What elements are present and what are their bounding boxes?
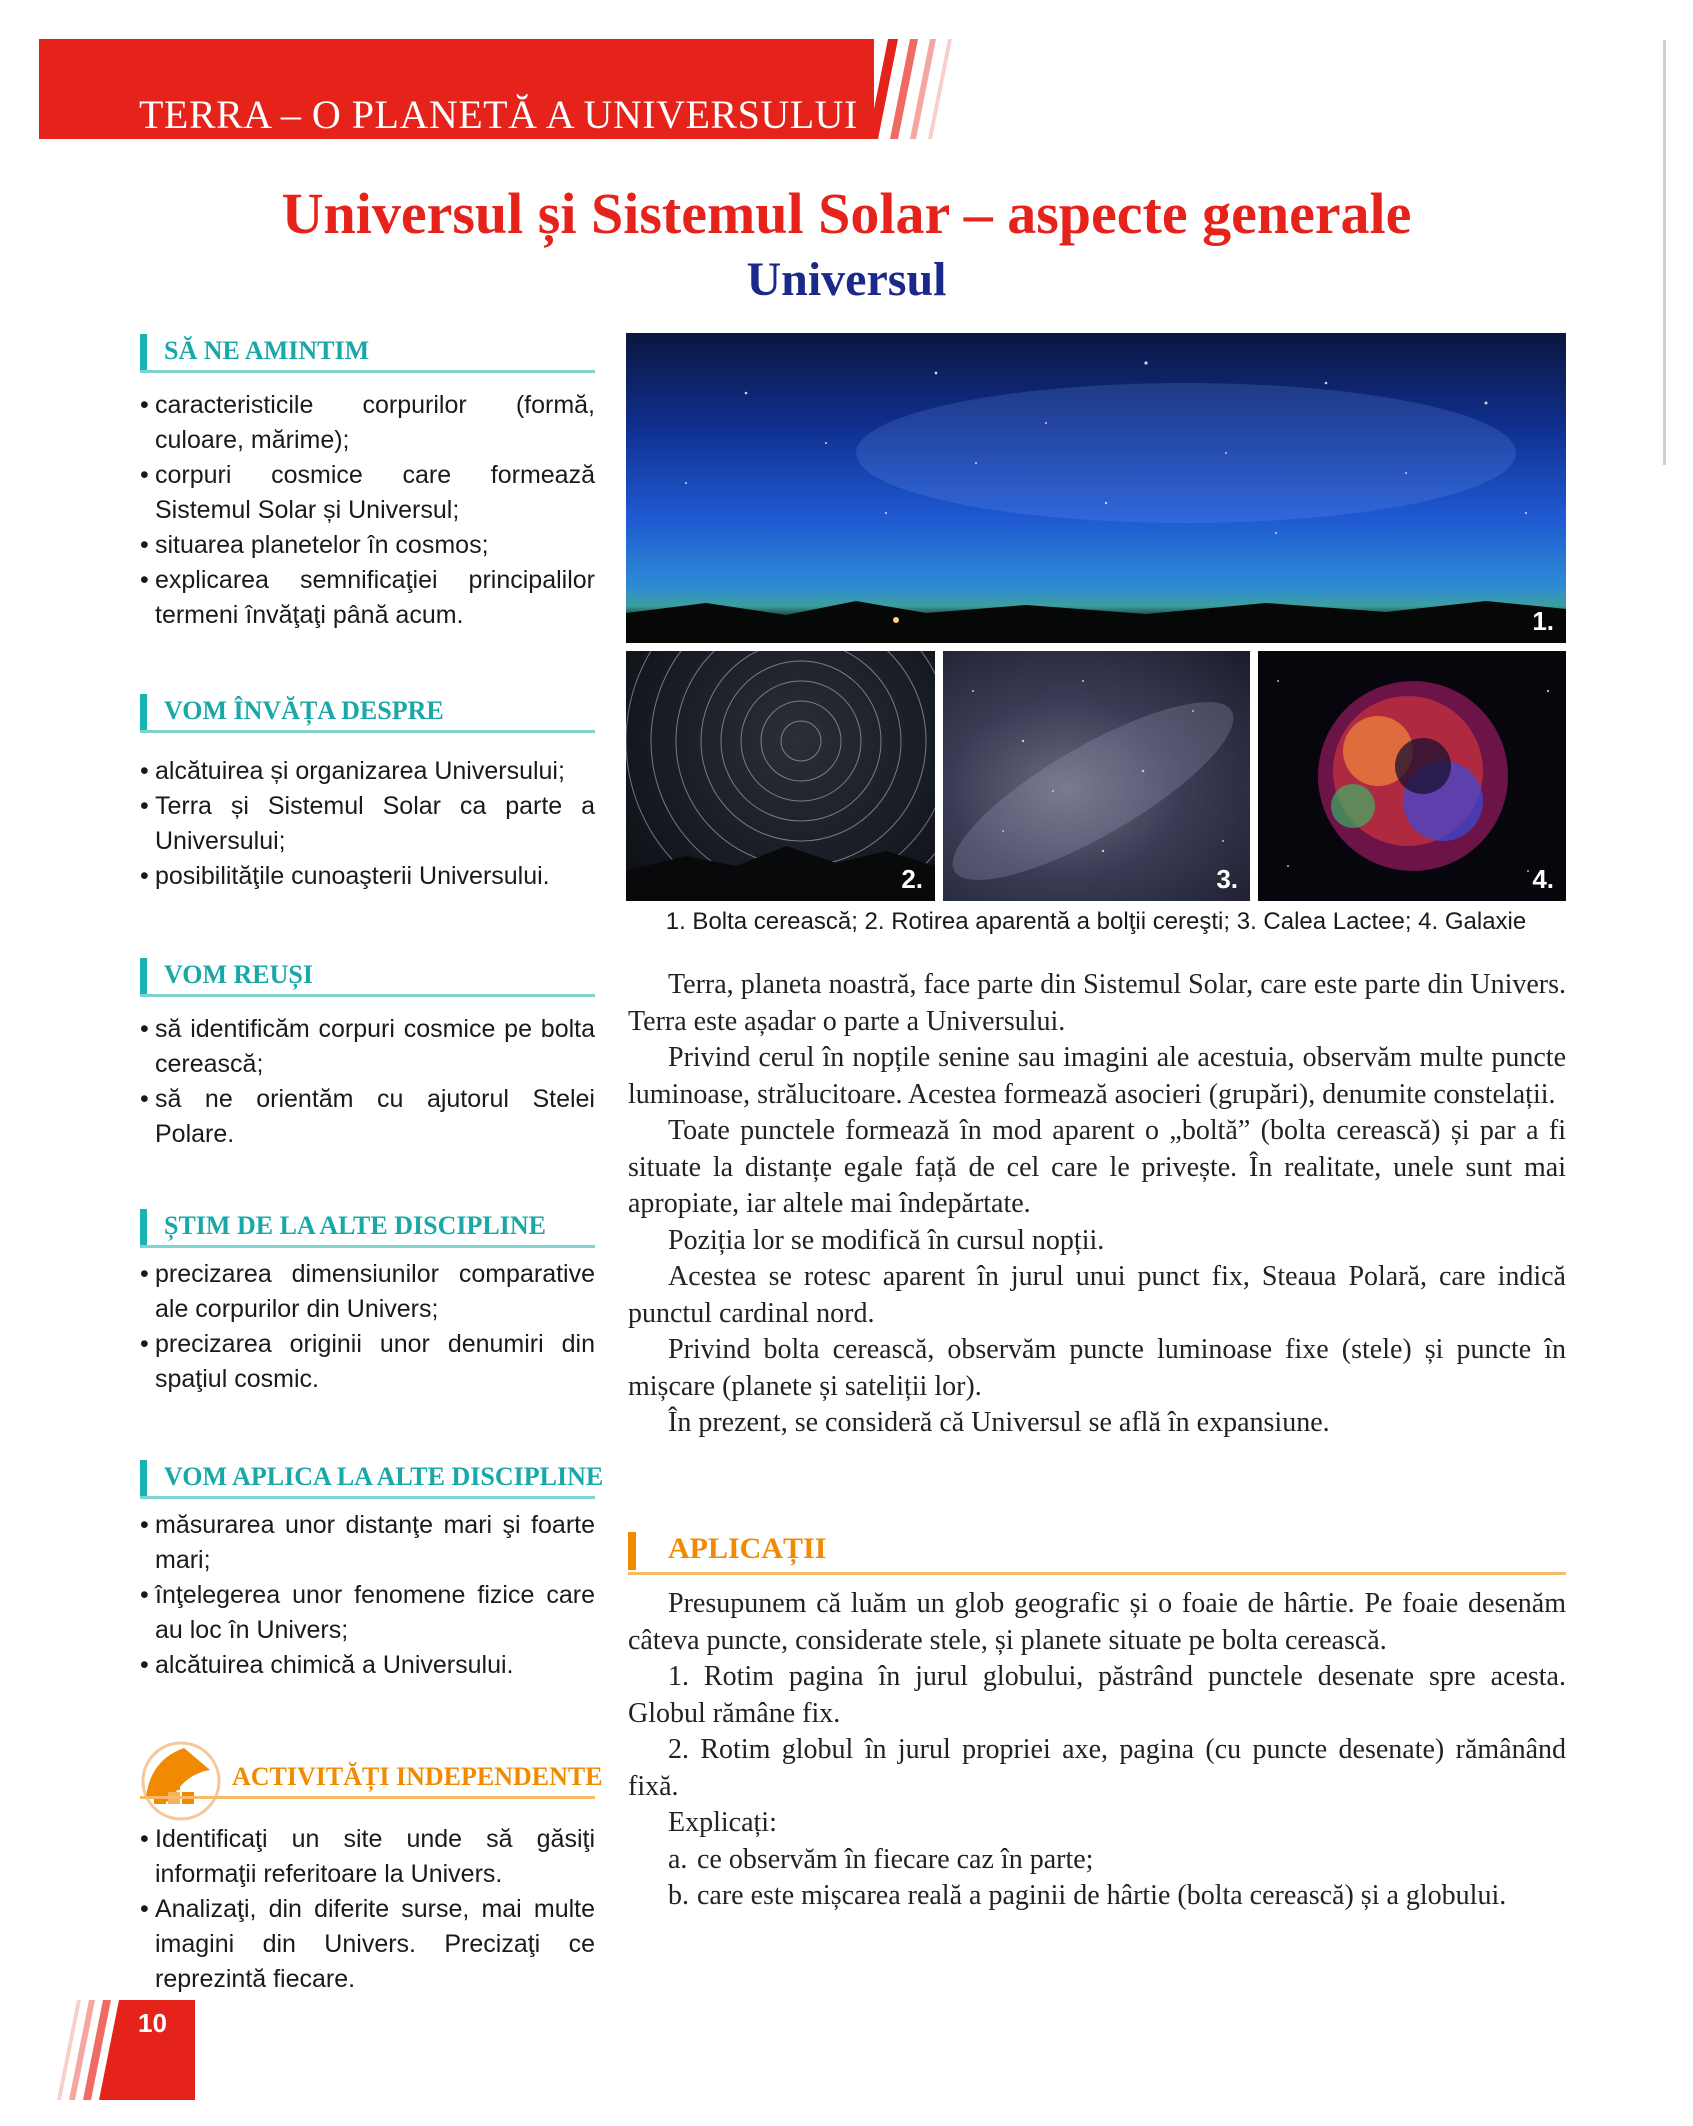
question-marker: a. bbox=[668, 1843, 688, 1875]
applications-text bbox=[628, 1586, 1566, 1915]
box-vom-invata-despre bbox=[140, 694, 595, 894]
paragraph: Acestea se rotesc aparent în jurul unui punct fix, Steaua Polară, care indică punctul cardinal nord. bbox=[628, 1261, 1566, 1329]
box-vom-aplica-la-alte-discipline bbox=[140, 1460, 604, 1683]
step: 2. Rotim globul în jurul propriei axe, pagina (cu puncte desenate) rămânând fixă. bbox=[628, 1734, 1566, 1802]
figure-caption: 1. Bolta cerească; 2. Rotirea aparentă a bolţii cereşti; 3. Calea Lactee; 4. Galaxie bbox=[665, 908, 1527, 935]
list-item: • Analizaţi, din diferite surse, mai multe imagini din Univers. Precizaţi ce reprezintă fiecare. bbox=[140, 1892, 595, 1997]
box-heading-label: VOM REUȘI bbox=[164, 960, 313, 989]
list-item: • posibilităţile cunoaşterii Universului. bbox=[140, 859, 595, 894]
box-sa-ne-amintim bbox=[140, 334, 595, 633]
paragraph: Toate punctele formează în mod aparent o „boltă” (bolta cerească) și par a fi situate la distanțe egale față de cel care le privește. În realitate, unele sunt mai apropiate, iar altele mai îndepărtate. bbox=[628, 1115, 1566, 1219]
box-heading bbox=[140, 1209, 595, 1243]
photo-label: 1. bbox=[1532, 606, 1554, 636]
question-text: ce observăm în fiecare caz în parte; bbox=[697, 1843, 1094, 1875]
list-item: • explicarea semnificaţiei principalilor termeni învăţaţi până acum. bbox=[140, 563, 595, 633]
list-item: • alcătuirea chimică a Universului. bbox=[140, 1648, 595, 1683]
paragraph: Privind cerul în nopțile senine sau imagini ale acestuia, observăm multe puncte luminoase, strălucitoare. Acestea formează asocieri (grupări), denumite constelații. bbox=[628, 1042, 1566, 1110]
photo-label: 3. bbox=[1216, 864, 1238, 894]
page-number: 10 bbox=[138, 2008, 167, 2038]
list-item: • să ne orientăm cu ajutorul Stelei Polare. bbox=[140, 1082, 595, 1152]
list-item: • Identificaţi un site unde să găsiţi informaţii referitoare la Univers. bbox=[140, 1822, 595, 1892]
box-heading-label: SĂ NE AMINTIM bbox=[164, 336, 370, 365]
box-heading-label: VOM ÎNVĂȚA DESPRE bbox=[164, 696, 444, 725]
photo-label: 2. bbox=[901, 864, 923, 894]
header-stripes bbox=[860, 39, 960, 139]
box-heading-label: VOM APLICA LA ALTE DISCIPLINE bbox=[164, 1462, 604, 1491]
list-item: • înţelegerea unor fenomene fizice care au loc în Univers; bbox=[140, 1578, 595, 1648]
photo-milky-way bbox=[943, 651, 1250, 901]
question-item bbox=[628, 1878, 1566, 1915]
footer-stripes bbox=[55, 2000, 195, 2100]
box-heading bbox=[140, 1760, 603, 1794]
list-item: • precizarea originii unor denumiri din spaţiul cosmic. bbox=[140, 1327, 595, 1397]
box-heading-label: ACTIVITĂȚI INDEPENDENTE bbox=[232, 1762, 603, 1791]
box-vom-reusi bbox=[140, 958, 595, 1152]
box-heading bbox=[140, 694, 595, 728]
box-heading bbox=[140, 334, 595, 368]
explain-label: Explicați: bbox=[668, 1807, 777, 1838]
photo-galaxy bbox=[1258, 651, 1566, 901]
photo-label: 4. bbox=[1532, 864, 1554, 894]
box-heading-label: ȘTIM DE LA ALTE DISCIPLINE bbox=[164, 1211, 546, 1240]
box-heading bbox=[140, 1460, 604, 1494]
list-item: • măsurarea unor distanţe mari şi foarte mari; bbox=[140, 1508, 595, 1578]
question-marker: b. bbox=[668, 1880, 689, 1911]
box-heading bbox=[140, 958, 595, 992]
question-item bbox=[628, 1842, 1566, 1879]
paragraph: Presupunem că luăm un glob geografic și o foaie de hârtie. Pe foaie desenăm câteva puncte, considerate stele, și planete situate pe bolta cerească. bbox=[628, 1588, 1566, 1656]
box-stim-de-la-alte-discipline bbox=[140, 1209, 595, 1397]
running-title: TERRA – O PLANETĂ A UNIVERSULUI bbox=[139, 92, 858, 137]
question-text: care este mișcarea reală a paginii de hârtie (bolta cerească) și a globului. bbox=[697, 1880, 1507, 1911]
applications-heading bbox=[628, 1528, 1566, 1572]
list-item: • precizarea dimensiunilor comparative ale corpurilor din Univers; bbox=[140, 1257, 595, 1327]
photo-night-sky bbox=[626, 333, 1566, 643]
list-item: • Terra și Sistemul Solar ca parte a Universului; bbox=[140, 789, 595, 859]
list-item: • alcătuirea și organizarea Universului; bbox=[140, 754, 595, 789]
photo-star-trails bbox=[626, 651, 935, 901]
box-activitati-independente bbox=[140, 1760, 603, 1997]
paragraph: Privind bolta cerească, observăm puncte luminoase fixe (stele) și puncte în mișcare (planete și sateliții lor). bbox=[628, 1334, 1566, 1402]
list-item: • situarea planetelor în cosmos; bbox=[140, 528, 595, 563]
list-item: • corpuri cosmice care formează Sistemul Solar și Universul; bbox=[140, 458, 595, 528]
applications-heading-label: APLICAȚII bbox=[668, 1532, 827, 1565]
list-item: • caracteristicile corpurilor (formă, culoare, mărime); bbox=[140, 388, 595, 458]
page-subtitle: Universul bbox=[746, 253, 947, 306]
page-title: Universul și Sistemul Solar – aspecte generale bbox=[281, 181, 1412, 246]
paragraph: Poziția lor se modifică în cursul nopții. bbox=[668, 1224, 1105, 1256]
list-item: • să identificăm corpuri cosmice pe bolta cerească; bbox=[140, 1012, 595, 1082]
paragraph: În prezent, se consideră că Universul se află în expansiune. bbox=[668, 1407, 1330, 1438]
main-text bbox=[628, 967, 1566, 1442]
paragraph: Terra, planeta noastră, face parte din Sistemul Solar, care este parte din Univers. Terra este așadar o parte a Universului. bbox=[628, 969, 1566, 1037]
header-bar bbox=[39, 39, 874, 139]
step: 1. Rotim pagina în jurul globului, păstrând punctele desenate spre acesta. Globul rămâne fix. bbox=[628, 1661, 1566, 1729]
